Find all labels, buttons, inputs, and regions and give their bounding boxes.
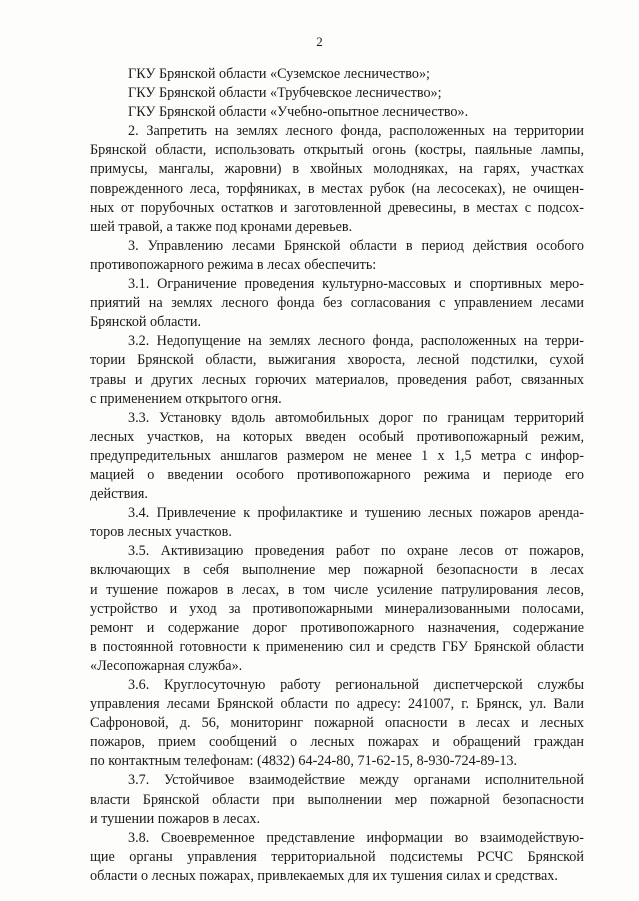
paragraph-3-4: [90, 504, 584, 542]
text-line: 3.4. Привлечение к профилактике и тушению лесных пожаров аренда-: [128, 505, 584, 522]
paragraph-3-1: [90, 275, 584, 332]
text-line: действия.: [90, 486, 148, 503]
text-line: Сафроновой, д. 56, мониторинг пожарной опасности в лесах и лесных: [90, 715, 584, 732]
document-body: [90, 65, 584, 886]
organization-list: [90, 65, 584, 122]
text-line: «Лесопожарная служба».: [90, 657, 243, 674]
organization-item: ГКУ Брянской области «Трубчевское лесничество»;: [128, 85, 442, 102]
text-line: шей травой, а также под кронами деревьев.: [90, 218, 353, 235]
text-line: лесных участков, на которых введен особый противопожарный режим,: [90, 428, 584, 445]
text-line: с применением открытого огня.: [90, 390, 282, 407]
text-line: включающих в себя выполнение мер пожарной безопасности в лесах: [90, 562, 584, 579]
text-line: и тушении пожаров в лесах.: [90, 810, 261, 827]
page-number: 2: [316, 34, 323, 49]
organization-item: ГКУ Брянской области «Суземское лесничество»;: [128, 66, 430, 82]
paragraph-2: [90, 122, 584, 237]
organization-item: ГКУ Брянской области «Учебно-опытное лесничество».: [128, 104, 469, 121]
text-line: примусы, мангалы, жаровни) в хвойных молодняках, на гарях, участках: [90, 161, 584, 178]
text-line: 2. Запретить на землях лесного фонда, расположенных на территории: [128, 123, 584, 140]
text-line: Брянской области, использовать открытый огонь (костры, паяльные лампы,: [90, 142, 584, 159]
text-line: предупредительных аншлагов размером не менее 1 х 1,5 метра с инфор-: [90, 447, 584, 464]
text-line: 3.3. Установку вдоль автомобильных дорог по границам территорий: [128, 409, 584, 426]
text-line: пожаров, прием сообщений о лесных пожарах и обращений граждан: [90, 734, 584, 751]
text-line: власти Брянской области при выполнении мер пожарной безопасности: [90, 791, 584, 808]
text-line: ремонт и содержание дорог противопожарного назначения, содержание: [90, 619, 584, 636]
text-line: 3. Управлению лесами Брянской области в период действия особого: [128, 237, 584, 254]
paragraph-3-3: [90, 409, 584, 504]
text-line: и тушение пожаров в лесах, в том числе усиление патрулирования лесов,: [90, 581, 584, 598]
paragraph-3-2: [90, 332, 584, 408]
text-line: по контактным телефонам: (4832) 64-24-80, 71-62-15, 8-930-724-89-13.: [90, 753, 518, 770]
text-line: устройство и уход за противопожарными минерализованными полосами,: [90, 600, 584, 617]
text-line: в постоянной готовности к применению сил и средств ГБУ Брянской области: [90, 638, 584, 655]
paragraph-3-6: [90, 676, 584, 771]
text-line: 3.6. Круглосуточную работу региональной диспетчерской службы: [128, 677, 584, 693]
text-line: торов лесных участков.: [90, 524, 232, 541]
text-line: ных от порубочных остатков и заготовленной древесины, в местах с подсох-: [90, 199, 584, 216]
paragraph-3-7: [90, 771, 584, 828]
text-line: мацией о введении особого противопожарного режима и периоде его: [90, 466, 584, 483]
text-line: поврежденного леса, торфяниках, в местах рубок (на лесосеках), не очищен-: [90, 180, 584, 197]
text-line: тории Брянской области, выжигания хвороста, лесной подстилки, сухой: [90, 352, 584, 369]
text-line: 3.5. Активизацию проведения работ по охране лесов от пожаров,: [128, 543, 584, 560]
paragraph-3: [90, 237, 584, 275]
paragraph-3-5: [90, 542, 584, 676]
text-line: противопожарного режима в лесах обеспечить:: [90, 256, 377, 273]
text-line: щие органы управления территориальной подсистемы РСЧС Брянской: [90, 848, 584, 865]
text-line: 3.8. Своевременное представление информации во взаимодействую-: [128, 829, 584, 846]
text-line: области о лесных пожарах, привлекаемых для их тушения силах и средствах.: [90, 867, 558, 884]
paragraph-3-8: [90, 829, 584, 886]
text-line: 3.1. Ограничение проведения культурно-массовых и спортивных меро-: [128, 276, 584, 293]
text-line: травы и других лесных горючих материалов, проведения работ, связанных: [90, 371, 584, 388]
text-line: Брянской области.: [90, 314, 202, 331]
text-line: 3.7. Устойчивое взаимодействие между органами исполнительной: [128, 772, 584, 789]
text-line: приятий на землях лесного фонда без согласования с управлением лесами: [90, 295, 584, 312]
text-line: 3.2. Недопущение на землях лесного фонда, расположенных на терри-: [128, 333, 584, 350]
text-line: управления лесами Брянской области по адресу: 241007, г. Брянск, ул. Вали: [90, 696, 584, 713]
